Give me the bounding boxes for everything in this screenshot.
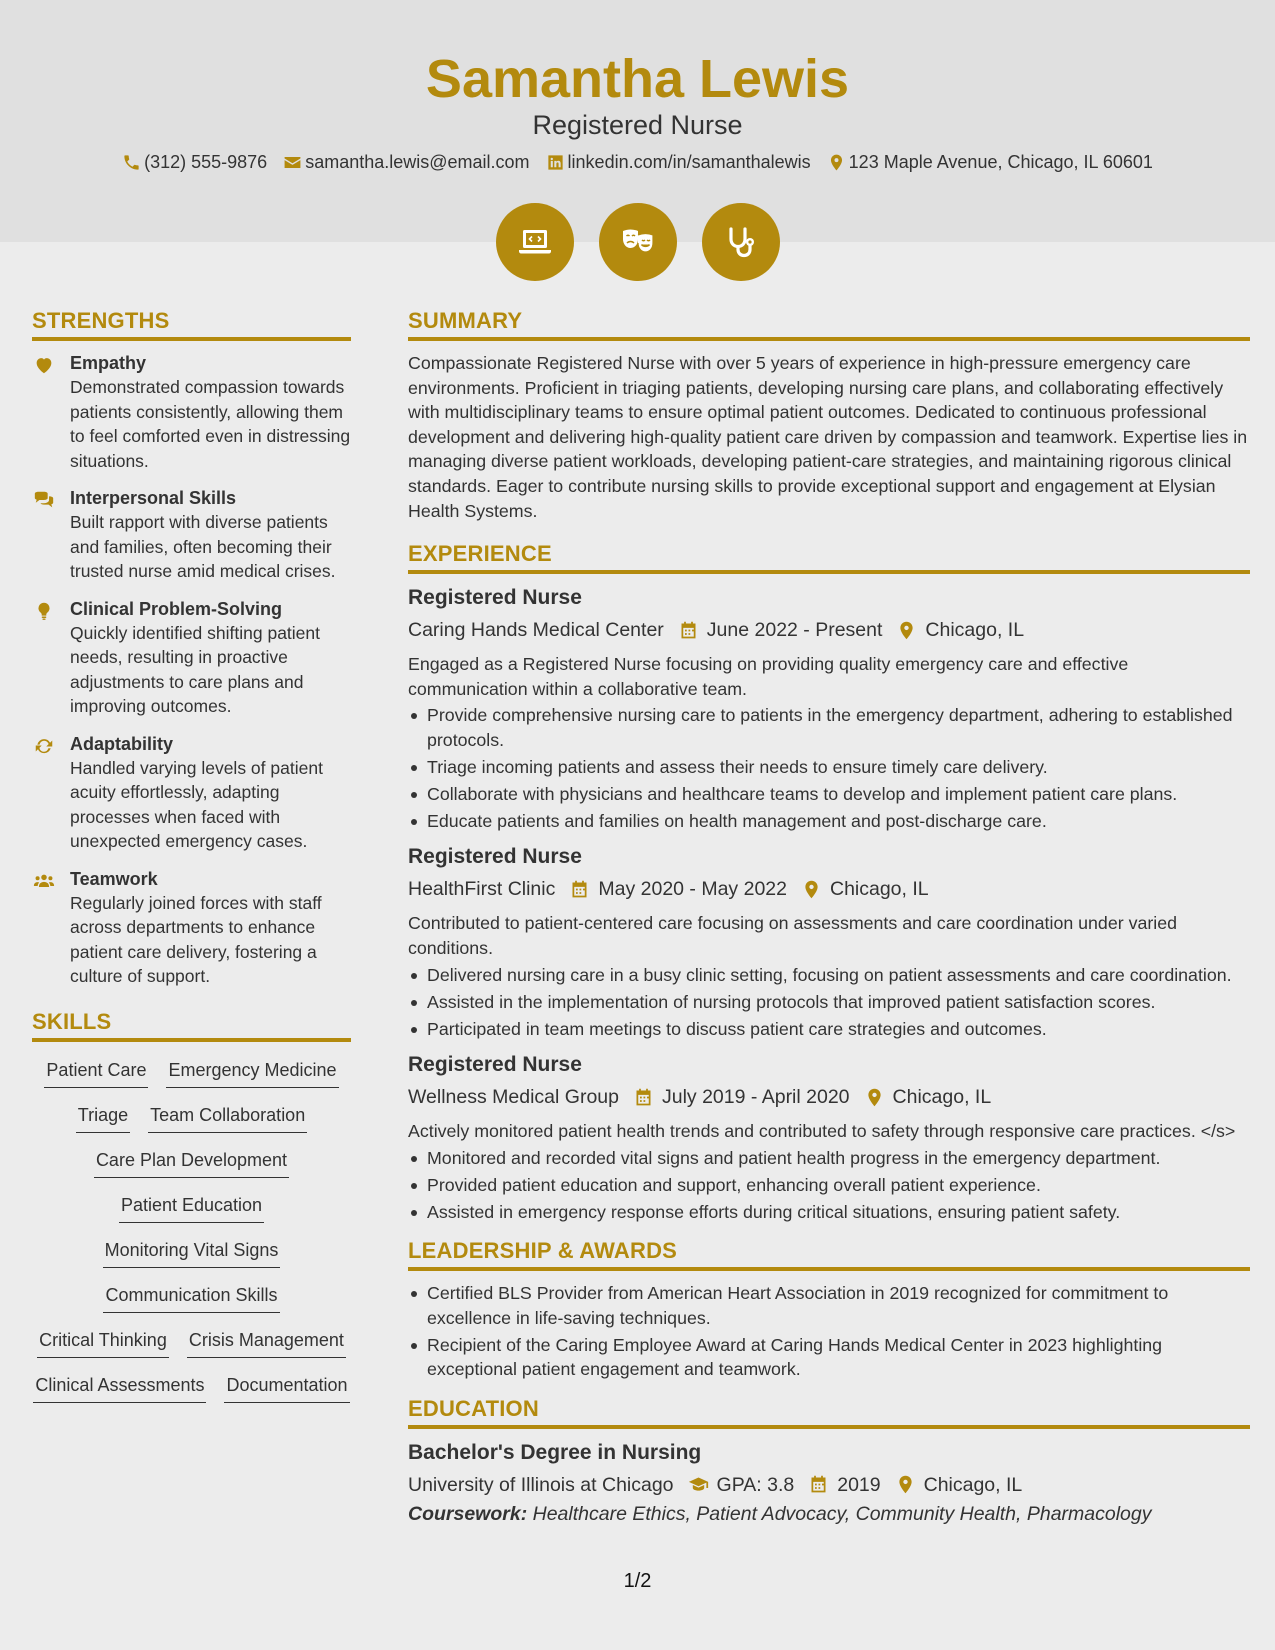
skill-tag: Crisis Management [187, 1326, 346, 1358]
bullet-item: Assisted in emergency response efforts during critical situations, ensuring patient safety. [408, 1200, 1250, 1225]
stethoscope-icon [721, 222, 761, 262]
job-title: Registered Nurse [408, 845, 582, 869]
right-column [408, 308, 1250, 1526]
circle-masks [599, 203, 677, 281]
page-number: 1/2 [623, 1570, 652, 1592]
linkedin-text: linkedin.com/in/samanthalewis [567, 152, 811, 172]
degree-title: Bachelor's Degree in Nursing [408, 1440, 702, 1464]
heart-icon [33, 354, 55, 376]
map-marker-icon [864, 1087, 885, 1108]
bullet-item: Triage incoming patients and assess their needs to ensure timely care delivery. [408, 755, 1250, 780]
skill-tag: Patient Care [44, 1056, 148, 1088]
bullet-item: Participated in team meetings to discuss patient care strategies and outcomes. [408, 1017, 1250, 1042]
gpa: GPA: 3.8 [716, 1473, 795, 1496]
skill-tag: Team Collaboration [148, 1101, 307, 1133]
job-desc: Contributed to patient-centered care focusing on assessments and care coordination under varied conditions. [408, 913, 1178, 958]
bullet-item: Certified BLS Provider from American Heart Association in 2019 recognized for commitment to excellence in life-saving techniques. [408, 1281, 1250, 1330]
job-meta [408, 1082, 1250, 1112]
job-entry [408, 584, 1250, 833]
skill-tag: Care Plan Development [94, 1146, 289, 1178]
school-location: Chicago, IL [923, 1473, 1023, 1496]
job-title: Registered Nurse [408, 586, 582, 610]
icon-circles [0, 203, 1275, 281]
map-marker-icon [827, 153, 846, 172]
job-bullets [408, 963, 1250, 1042]
job-dates: June 2022 - Present [706, 619, 883, 642]
circle-stethoscope [702, 203, 780, 281]
map-marker-icon [801, 879, 822, 900]
contact-address [827, 152, 1153, 173]
theater-masks-icon [618, 222, 658, 262]
job-entry [408, 1051, 1250, 1224]
lightbulb-icon [33, 600, 55, 622]
job-title: Registered Nurse [408, 1053, 582, 1077]
awards-heading: LEADERSHIP & AWARDS [408, 1238, 1250, 1271]
job-company: Caring Hands Medical Center [408, 619, 664, 642]
skill-tag: Critical Thinking [37, 1326, 169, 1358]
bullet-item: Recipient of the Caring Employee Award at Caring Hands Medical Center in 2023 highlighting exceptional patient engagement and teamwork. [408, 1333, 1250, 1382]
map-marker-icon [895, 1474, 916, 1495]
map-marker-icon [896, 620, 917, 641]
coursework [408, 1503, 1250, 1526]
coursework-label: Coursework: [408, 1502, 528, 1525]
grad-year: 2019 [837, 1473, 881, 1496]
skill-tag: Emergency Medicine [166, 1056, 338, 1088]
bullet-item: Educate patients and families on health management and post-discharge care. [408, 809, 1250, 834]
contact-phone[interactable] [122, 152, 267, 173]
skill-tag: Communication Skills [103, 1281, 279, 1313]
awards-bullets [408, 1281, 1250, 1382]
bullet-item: Provided patient education and support, enhancing overall patient experience. [408, 1173, 1250, 1198]
strength-desc: Handled varying levels of patient acuity effortlessly, adapting processes when faced with unexpected emergency cases. [70, 757, 323, 851]
experience-heading: EXPERIENCE [408, 541, 1250, 574]
strength-item [32, 732, 351, 854]
contact-email[interactable] [283, 152, 529, 173]
job-location: Chicago, IL [829, 878, 929, 901]
job-company: Wellness Medical Group [408, 1086, 619, 1109]
strength-item [32, 486, 351, 584]
job-meta [408, 615, 1250, 645]
strength-title: Empathy [70, 353, 147, 373]
job-dates: May 2020 - May 2022 [598, 878, 787, 901]
job-desc: Engaged as a Registered Nurse focusing on providing quality emergency care and effective communication within a collaborative team. [408, 654, 1129, 699]
job-location: Chicago, IL [925, 619, 1025, 642]
summary-heading: SUMMARY [408, 308, 1250, 341]
email-text: samantha.lewis@email.com [305, 152, 530, 172]
address-text: 123 Maple Avenue, Chicago, IL 60601 [848, 152, 1153, 172]
graduation-cap-icon [688, 1474, 709, 1495]
skill-tag: Monitoring Vital Signs [103, 1236, 281, 1268]
coursework-list: Healthcare Ethics, Patient Advocacy, Community Health, Pharmacology [532, 1502, 1152, 1525]
circle-laptop [496, 203, 574, 281]
calendar-icon [633, 1087, 654, 1108]
job-bullets [408, 703, 1250, 833]
calendar-icon [569, 879, 590, 900]
bullet-item: Delivered nursing care in a busy clinic setting, focusing on patient assessments and care coordination. [408, 963, 1250, 988]
comments-icon [33, 489, 55, 511]
job-dates: July 2019 - April 2020 [661, 1086, 850, 1109]
strengths-heading: STRENGTHS [32, 308, 351, 341]
bullet-item: Collaborate with physicians and healthcare teams to develop and implement patient care plans. [408, 782, 1250, 807]
bullet-item: Provide comprehensive nursing care to patients in the emergency department, adhering to established protocols. [408, 703, 1250, 752]
strength-item [32, 867, 351, 989]
skill-tag: Triage [76, 1101, 130, 1133]
candidate-name: Samantha Lewis [425, 49, 850, 109]
bullet-item: Assisted in the implementation of nursing protocols that improved patient satisfaction scores. [408, 990, 1250, 1015]
candidate-title: Registered Nurse [532, 110, 743, 140]
summary-text: Compassionate Registered Nurse with over 5 years of experience in high-pressure emergency care environments. Proficient in triaging patients, developing nursing care plans, and collaborating effectively with multidisciplinary teams to ensure optimal patient outcomes. Dedicated to continuous professional development and delivering high-quality patient care driven by compassion and teamwork. Expertise lies in managing diverse patient workloads, developing patient-care strategies, and maintaining rigorous clinical standards. Eager to contribute nursing skills to provide exceptional support and engagement at Elysian Health Systems. [408, 353, 1248, 521]
strength-desc: Quickly identified shifting patient needs, resulting in proactive adjustments to care plans and improving outcomes. [70, 622, 320, 716]
bullet-item: Monitored and recorded vital signs and patient health progress in the emergency department. [408, 1146, 1250, 1171]
sync-icon [33, 735, 55, 757]
strength-title: Clinical Problem-Solving [70, 598, 283, 619]
contact-row [0, 152, 1275, 173]
skill-tag: Patient Education [119, 1191, 264, 1223]
school-name: University of Illinois at Chicago [408, 1473, 674, 1496]
calendar-icon [678, 620, 699, 641]
skill-tag: Clinical Assessments [33, 1371, 206, 1403]
job-company: HealthFirst Clinic [408, 878, 556, 901]
left-column [32, 308, 351, 1416]
linkedin-icon [546, 153, 565, 172]
laptop-code-icon [515, 222, 555, 262]
strength-desc: Demonstrated compassion towards patients consistently, allowing them to feel comforted even in distressing situations. [70, 377, 351, 471]
strength-title: Adaptability [70, 733, 174, 754]
phone-icon [122, 153, 141, 172]
strength-item [32, 351, 351, 473]
skills-heading: SKILLS [32, 1009, 351, 1042]
strength-title: Interpersonal Skills [70, 488, 237, 508]
strength-title: Teamwork [70, 868, 158, 889]
skills-list [32, 1052, 351, 1416]
education-meta [408, 1470, 1250, 1500]
job-location: Chicago, IL [892, 1086, 992, 1109]
job-bullets [408, 1146, 1250, 1225]
phone-text: (312) 555-9876 [144, 152, 268, 172]
job-meta [408, 874, 1250, 904]
contact-linkedin[interactable] [546, 152, 811, 173]
skill-tag: Documentation [224, 1371, 349, 1403]
education-heading: EDUCATION [408, 1396, 1250, 1429]
envelope-icon [283, 153, 302, 172]
strength-item [32, 597, 351, 719]
job-desc: Actively monitored patient health trends and contributed to safety through responsive care practices. </s> [408, 1121, 1236, 1142]
strength-desc: Regularly joined forces with staff across departments to enhance patient care delivery, fostering a culture of support. [70, 892, 322, 986]
users-icon [33, 870, 55, 892]
strength-desc: Built rapport with diverse patients and families, often becoming their trusted nurse amid medical crises. [70, 512, 336, 581]
job-entry [408, 843, 1250, 1041]
calendar-icon [808, 1474, 829, 1495]
